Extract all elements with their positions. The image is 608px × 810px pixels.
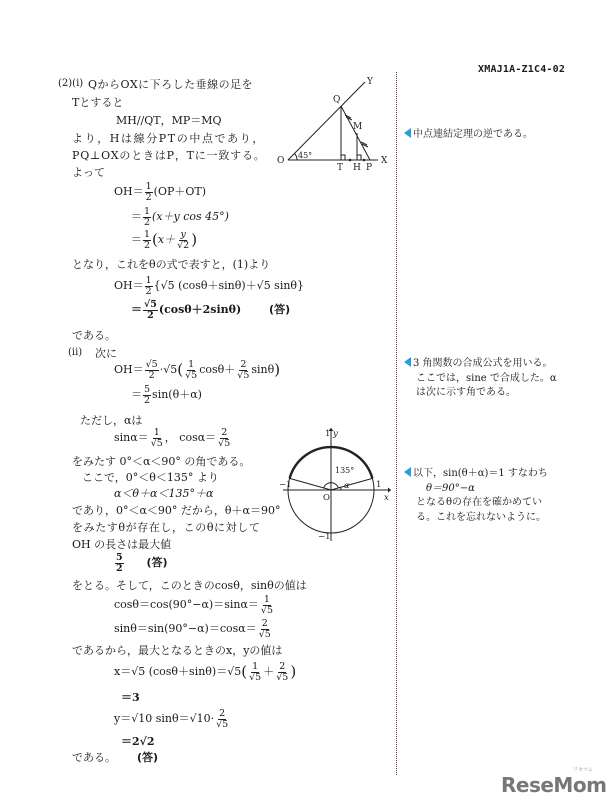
label-q: Q xyxy=(333,95,341,105)
answer-mark: (答) xyxy=(146,556,168,569)
label-m: M xyxy=(353,122,363,132)
resemom-logo: ReseMom xyxy=(501,773,607,797)
label-alpha: α xyxy=(344,481,350,490)
eq-ii-2: ＝ $\frac{5}{2}$ sin(θ＋α) xyxy=(131,384,202,406)
line-d: をとる。そして，このときのcosθ，sinθの値は xyxy=(72,579,307,592)
eq-oh-4: OH＝ $\frac{1}{2}$ {√5 (cosθ＋sinθ)＋√5 sinθ} xyxy=(114,275,305,297)
label-origin: O xyxy=(323,493,330,503)
part-i-line3: MH//QT，MP＝MQ xyxy=(116,114,222,127)
line-b: をみたすθが存在し，このθに対して xyxy=(72,521,261,534)
eq-y: y＝√10 sinθ＝√10· $\frac{2}{√5}$ xyxy=(114,708,229,730)
closing-text: である。 xyxy=(72,751,116,764)
part-i-line6: よって xyxy=(72,166,105,179)
label-p: P xyxy=(366,163,373,173)
label-neg-one-y: −1 xyxy=(318,532,331,542)
part-i-line7: となり，これをθの式で表すと，(1)より xyxy=(72,258,271,271)
resemom-logo-sub: リセマム xyxy=(573,767,593,773)
label-angle-45: 45° xyxy=(298,151,313,160)
note-marker-icon xyxy=(404,128,411,138)
label-x-axis: x xyxy=(384,493,389,503)
part-ii-intro: 次に xyxy=(95,347,117,360)
margin-separator xyxy=(396,72,397,775)
max-value: $\frac{5}{2}$ (答) xyxy=(116,552,168,574)
line-a: であり，0°＜α＜90° だから，θ＋α＝90° xyxy=(72,504,281,517)
part-i-line2: Tとすると xyxy=(72,96,124,109)
part-i-line1: QからOXに下ろした垂線の足を xyxy=(88,78,254,91)
part-i-line4: より，Hは線分PTの中点であり， xyxy=(72,132,265,145)
margin-note-2: 3 角関数の合成公式を用いる。 ここでは，sine で合成した。α は次に示す角である。 xyxy=(404,357,557,401)
eq-oh-5: ＝ $\frac{√5}{2}$ (cosθ＋2sinθ) (答) xyxy=(131,299,291,321)
document-code: XMAJ1A-Z1C4-02 xyxy=(478,64,566,75)
label-135: 135° xyxy=(335,466,355,475)
eq-sin-cos-alpha: sinα＝ $\frac{1}{√5}$ ， cosα＝ $\frac{2}{√5}$ xyxy=(114,427,231,449)
however-text: ただし，αは xyxy=(80,414,143,427)
eq-x: x＝√5 (cosθ＋sinθ)＝√5( $\frac{1}{√5}$ ＋ $\frac{2}{√5}$ ) xyxy=(114,661,297,683)
eq-ii-1: OH＝ $\frac{√5}{2}$ ·√5( $\frac{1}{√5}$ cosθ＋ $\frac{2}{√5}$ sinθ) xyxy=(114,359,281,381)
label-y-axis: y xyxy=(333,429,338,439)
line-e: であるから，最大となるときのx，yの値は xyxy=(72,644,283,657)
margin-note-3: 以下，sin(θ＋α)＝1 すなわち θ＝90°−α となるθの存在を確かめてい る。これを忘れないように。 xyxy=(404,467,548,525)
label-o: O xyxy=(277,156,285,166)
x-result: ＝3 xyxy=(121,691,140,704)
note-marker-icon xyxy=(404,467,411,477)
y-result: ＝2√2 xyxy=(121,735,155,748)
label-y: Y xyxy=(367,77,373,87)
note-marker-icon xyxy=(404,357,411,367)
part-i-label: (2)(i) xyxy=(58,78,84,89)
eq-oh-1: OH＝ $\frac{1}{2}$ (OP＋OT) xyxy=(114,181,207,203)
eq-oh-3: ＝ $\frac{1}{2}$ (x＋ $\frac{y}{√2}$ ) xyxy=(131,229,198,251)
label-t: T xyxy=(337,163,344,173)
part-i-line8: である。 xyxy=(72,329,116,342)
label-x: X xyxy=(381,156,388,166)
label-one-y: 1 xyxy=(325,429,331,439)
eq-oh-2: ＝ $\frac{1}{2}$ (x＋y cos 45°) xyxy=(131,206,229,228)
closing-answer: (答) xyxy=(137,751,159,764)
eq-cos-theta: cosθ＝cos(90°−α)＝sinα＝ $\frac{1}{√5}$ xyxy=(114,594,273,616)
figure-unit-circle xyxy=(278,426,393,544)
label-neg-one-x: −1 xyxy=(279,480,292,490)
margin-note-1: 中点連結定理の逆である。 xyxy=(404,128,533,143)
answer-mark: (答) xyxy=(269,303,291,316)
label-h: H xyxy=(353,163,361,173)
part-i-line5: PQ⊥OXのときはP，Tに一致する。 xyxy=(72,149,266,162)
alpha-condition: をみたす 0°＜α＜90° の角である。 xyxy=(72,455,251,468)
here-text: ここで，0°＜θ＜135° より xyxy=(82,471,219,484)
part-ii-label: (ii) xyxy=(68,347,83,358)
figure-triangle-diagram xyxy=(275,74,395,174)
label-one-x: 1 xyxy=(376,480,382,490)
inequality: α＜θ＋α＜135°＋α xyxy=(114,487,214,500)
line-c: OH の長さは最大値 xyxy=(72,538,172,551)
eq-sin-theta: sinθ＝sin(90°−α)＝cosα＝ $\frac{2}{√5}$ xyxy=(114,618,271,640)
